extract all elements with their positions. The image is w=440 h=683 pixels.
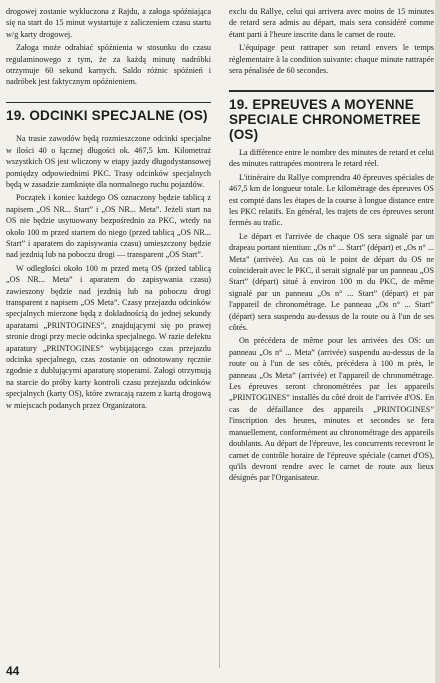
- polish-body-paragraph-3: W odległości około 100 m przed metą OS (przed tablicą „OS NR... Meta” i aparatem do zapisywania czasu) zawieszony będzie nad jezdnią lub na poboczu drogi transparent z napisem „OS Meta”. Czasy przejazdu odcinków specjalnych mierzone będą z dokładnością do jednej sekundy aparatami „PRINTOGINES”, znajdującymi się po prawej stronie drogi przy mecie odcinka specjalnego. W razie defektu aparatury „PRINTOGINES” wybijającego czas przejazdu odcinka specjalnego, czas zostanie on odnotowany ręcznie zgodnie z dublującymi aparaturę stoperami. Załogi otrzymują na starcie do próby karty kontroli czasu przejazdu odcinków specjalnych (karty OS), które zwracają razem z kartą drogową w miejscach podanych przez Organizatora.: [6, 263, 211, 410]
- polish-top-paragraph-2: Załoga może odrabiać spóźnienia w stosunku do czasu regulaminowego z tym, że za każdą minutę nadróbki otrzymuje 60 sekund karnych. Saldo różnic spóźnień i nadróbek jest faktycznym opóźnieniem.: [6, 43, 211, 87]
- polish-top-paragraph-1: drogowej zostanie wykluczona z Rajdu, a załoga spóźniająca się na start do 15 minut wystartuje z zaliczeniem czasu startu w/g karty drogowej.: [6, 7, 211, 39]
- polish-column: [6, 6, 211, 411]
- french-column: [229, 6, 434, 484]
- french-top-paragraph-2: L'équipage peut rattraper son retard envers le temps réglementaire à la condition suivante: chaque minute rattrapée sera pénalisée de 60 secondes.: [229, 43, 434, 76]
- french-body-paragraph-1: La différence entre le nombre des minutes de retard et celui des minutes rattrapées montrera le retard réel.: [229, 147, 434, 169]
- french-body-paragraph-4: On précédera de même pour les arrivées des OS: un panneau „Os n° ... Meta” (arrivée) suspendu au-dessus de la route ou à l'un de ses côtés, précédera à 100 m près, le panneau „Os Meta” (arrivée) et l'appareil de chronométrage. Les épreuves seront chronométrées par les appareils „PRINTOGINES” installés du côté droit de l'arrivée d'OS. En cas de défaillance des appareils „PRINTOGINES” l'inscription des heures, minutes et secondes se fera manuellement, conformément au chronométrage des appareils doublants. Au départ de l'épreuve, les concurrents recevront le carnet de contrôle horaire de l'épreuve spéciale (carnet d'OS), qu'ils devront rendre avec le carnet de route aux lieux désignés par l'Organisateur.: [229, 336, 434, 483]
- polish-body-paragraph-1: Na trasie zawodów będą rozmieszczone odcinki specjalne w ilości 40 o łącznej długości ok. 467,5 km. Kilometraż wszystkich OS jest wliczony w etapy jazdy długodystansowej pomiędzy odpowiednimi PKC. Trasy odcinków specjalnych będą w zasadzie zamknięte dla normalnego ruchu pojazdów.: [6, 134, 211, 189]
- polish-body-paragraph-2: Początek i koniec każdego OS oznaczony będzie tablicą z napisem „OS NR... Start” i „OS NR... Meta”. Jeżeli start na OS nie będzie usytuowany bezpośrednio za PKC, wtedy na około 100 m przed startem do niego (przed tablicą „OS NR... Start” i aparatem do zapisywania czasu) umieszczony będzie nad jezdnią lub na poboczu drogi — transparent „OS Start”.: [6, 193, 211, 260]
- polish-section-heading: 19. ODCINKI SPECJALNE (OS): [6, 108, 208, 124]
- column-divider: [219, 180, 220, 668]
- section-rule: [229, 90, 434, 92]
- page-edge-strip: [435, 0, 440, 683]
- french-body-paragraph-3: Le départ et l'arrivée de chaque OS sera signalé par un drapeau portant nientiun: „Os n° ... Start” (départ) et „Os n° ... Meta” (arrivée). Au cas où le point de départ du OS ne coïnciderait avec le PKC, il serait signalé par un panneau „OS Start” (départ) situé à environ 100 m du PKC, de même signalé par un panneau „Os n° ... Start” (départ) et par l'appareil de chronométrage. Le panneau „Os n° ... Start” (départ) sera suspendu au-dessus de la route ou à l'un de ses côtés.: [229, 231, 434, 333]
- section-rule: [6, 102, 211, 104]
- french-section-heading: 19. EPREUVES A MOYENNE SPECIALE CHRONOMETREE (OS): [229, 96, 421, 142]
- section-gap: [229, 76, 434, 86]
- page-number: 44: [6, 664, 20, 678]
- french-body-paragraph-2: L'itinéraire du Rallye comprendra 40 épreuves spéciales de 467,5 km de longueur totale. Le kilométrage des épreuves OS est compté dans les étapes de la course à longue distance entre les PKC relatifs. En général, les trajets de ces épreuves seront fermés au trafic.: [229, 172, 434, 228]
- section-gap: [6, 88, 211, 98]
- french-top-paragraph-1: exclu du Rallye, celui qui arrivera avec moins de 15 minutes de retard sera admis au départ, mais sera considéré comme étant parti à l'heure inscrite dans le carnet de route.: [229, 7, 434, 39]
